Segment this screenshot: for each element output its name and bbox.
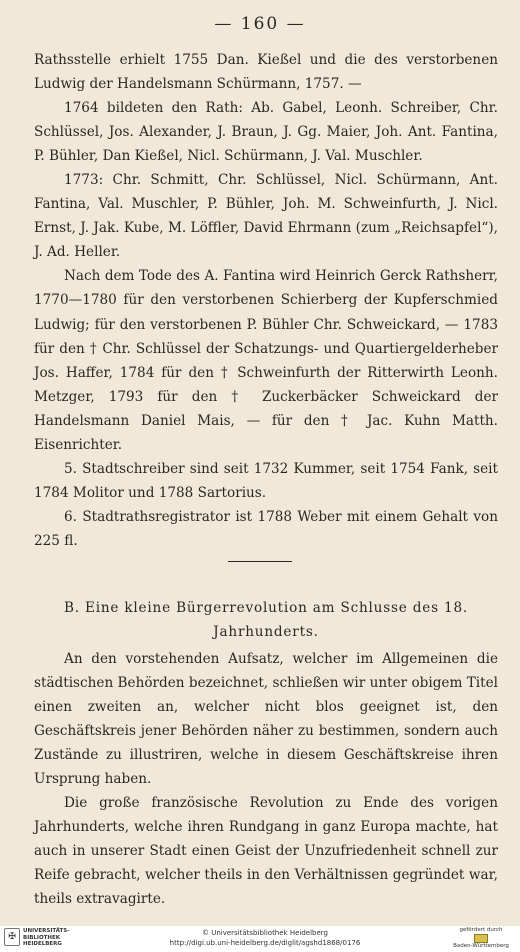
paragraph-successions: Nach dem Tode des A. Fantina wird Heinrich Gerck Rathsherr, 1770—1780 für den verstorbenen Schierberg der Kupferschmied Ludwig; für den verstorbenen P. Bühler Chr. Schweickard, — 1783 für den † Chr. Schlüssel der Schatzungs- und Quartiergelderheber Jos. Haffer, 1784 für den † Schweinfurth der Ritterwirth Leonh. Metzger, 1793 für den † Zuckerbäcker Schweickard der Handelsmann Daniel Mais, — für den † Jac. Kuhn Matth. Eisenrichter. [34,268,498,453]
funder-emblem-icon [446,934,516,943]
digitization-footer [0,926,520,952]
library-name: UNIVERSITÄTS- BIBLIOTHEK HEIDELBERG [23,928,70,947]
footer-citation [150,929,380,948]
paragraph-town-clerks: 5. Stadtschreiber sind seit 1732 Kummer, seit 1754 Fank, seit 1784 Molitor und 1788 Sartorius. [34,460,498,501]
funder-logo[interactable] [446,927,516,950]
university-seal-icon: ✠ [4,928,20,946]
paragraph-continuation: Rathsstelle erhielt 1755 Dan. Kießel und die des verstorbenen Ludwig der Handelsmann Schürmann, 1757. — [34,52,498,93]
funded-by-label: gefördert durch [459,927,503,933]
library-logo[interactable] [4,928,70,948]
funder-name: Baden-Württemberg [453,943,509,949]
paragraph-revolution: Die große französische Revolution zu Ende des vorigen Jahrhunderts, welche ihren Rundgang in ganz Europa machte, hat auch in unserer Stadt einen Geist der Unzufriedenheit schnell zur Reife gebracht, welcher theils in den Verhältnissen gegründet war, theils extravagirte. [34,795,498,908]
permalink[interactable]: http://digi.ub.uni-heidelberg.de/diglit/agshd1868/0176 [169,938,361,947]
section-divider [228,561,292,562]
paragraph-introduction: An den vorstehenden Aufsatz, welcher im Allgemeinen die städtischen Behörden bezeichnet, schließen wir unter obigem Titel einen zweiten an, welcher nicht blos geeignet ist, den Geschäftskreis jener Behörden näher zu bestimmen, sondern auch Zustände zu illustriren, welche in diesem Geschäftskreise ihren Ursprung haben. [34,651,498,788]
text-block-top [34,48,498,553]
paragraph-registrar: 6. Stadtrathsregistrator ist 1788 Weber mit einem Gehalt von 225 fl. [34,508,498,549]
section-heading: B. Eine kleine Bürgerrevolution am Schlusse des 18. Jahrhunderts. [63,600,469,640]
paragraph-council-1764: 1764 bildeten den Rath: Ab. Gabel, Leonh. Schreiber, Chr. Schlüssel, Jos. Alexander, J. Braun, J. Gg. Maier, Joh. Ant. Fantina, P. Bühler, Dan Kießel, Nicl. Schürmann, J. Val. Muschler. [34,100,498,165]
text-block-bottom [34,647,498,912]
page-number: — 160 — [214,14,306,34]
paragraph-council-1773: 1773: Chr. Schmitt, Chr. Schlüssel, Nicl. Schürmann, Ant. Fantina, Val. Muschler, P. Bühler, Joh. M. Schweinfurth, J. Nicl. Ernst, J. Jak. Kube, M. Löffler, David Ehrmann (zum „Reichsapfel“), J. Ad. Heller. [34,172,498,261]
copyright-notice: © Universitätsbibliothek Heidelberg [201,929,328,937]
